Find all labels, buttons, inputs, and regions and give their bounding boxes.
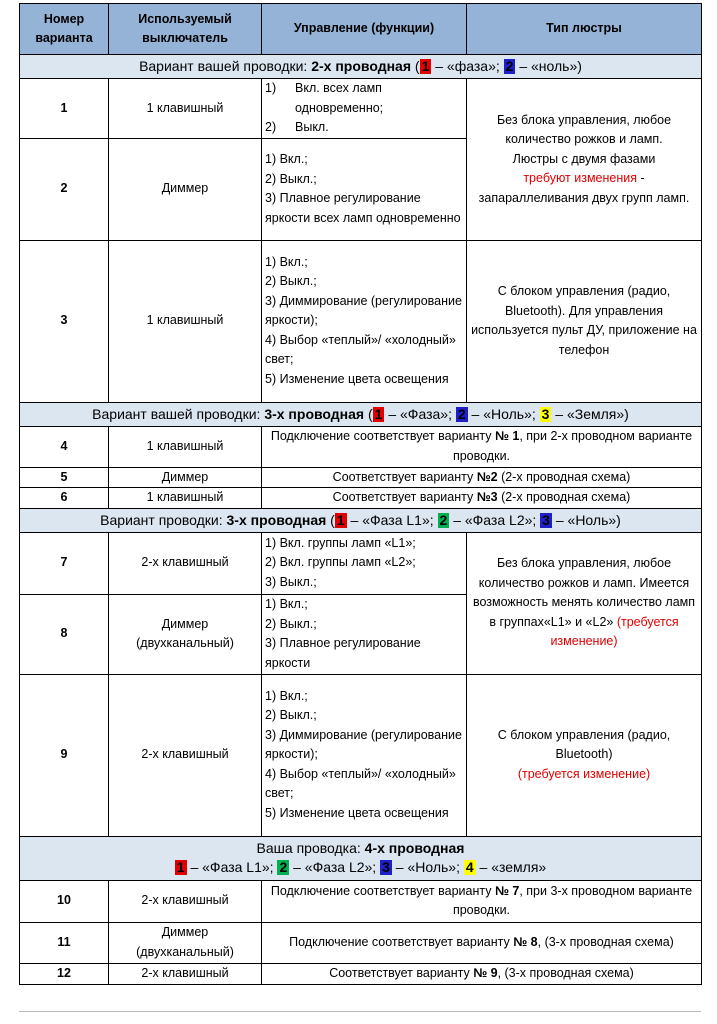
header-variant-number: Номер варианта: [20, 4, 109, 55]
switch-type: Диммер (двухканальный): [109, 922, 262, 963]
switch-type: Диммер: [109, 467, 262, 488]
chandelier-type-cell: Без блока управления, любое количество рожков и ламп. Люстры с двумя фазами требуют изменения - запараллеливания двух групп ламп.: [467, 79, 702, 241]
variant-number: 6: [20, 488, 109, 509]
header-chandelier-type: Тип люстры: [467, 4, 702, 55]
page-bottom-divider: [19, 1011, 701, 1012]
section-3-wire-title: Вариант вашей проводки: 3-х проводная ( 1 – «Фаза»; 2 – «Ноль»; 3 – «Земля»): [20, 402, 702, 426]
variant-number: 12: [20, 963, 109, 984]
variant-number: 7: [20, 532, 109, 594]
variant-number: 3: [20, 240, 109, 402]
table-row: [20, 467, 702, 488]
section-4-wire-title: Ваша проводка: 4-х проводная 1 – «Фаза L1»; 2 – «Фаза L2»; 3 – «Ноль»; 4 – «земля»: [20, 836, 702, 880]
description-cell: Подключение соответствует варианту № 8, (3-х проводная схема): [262, 922, 702, 963]
key-green-2: 2: [279, 859, 288, 875]
section-2-wire-title: Вариант вашей проводки: 2-х проводная ( 1 – «фаза»; 2 – «ноль»): [20, 55, 702, 79]
table-row: [20, 674, 702, 836]
switch-type: 1 клавишный: [109, 240, 262, 402]
variant-number: 4: [20, 426, 109, 467]
chandelier-type-cell: Без блока управления, любое количество рожков и ламп. Имеется возможность менять количество ламп в группах«L1» и «L2» (требуется изменение): [467, 532, 702, 674]
variant-number: 5: [20, 467, 109, 488]
key-red-1: 1: [336, 511, 345, 528]
functions-cell: 1) Вкл.; 2) Выкл.; 3) Плавное регулирование яркости: [262, 594, 467, 674]
switch-type: 1 клавишный: [109, 79, 262, 139]
chandelier-type-cell: С блоком управления (радио, Bluetooth) (требуется изменение): [467, 674, 702, 836]
table-row: [20, 240, 702, 402]
description-cell: Подключение соответствует варианту № 1, при 2-х проводном варианте проводки.: [262, 426, 702, 467]
switch-type: 1 клавишный: [109, 426, 262, 467]
switch-type: Диммер (двухканальный): [109, 594, 262, 674]
table-row: [20, 532, 702, 594]
switch-type: 2-х клавишный: [109, 963, 262, 984]
table-row: [20, 963, 702, 984]
key-green-2: 2: [439, 511, 448, 528]
table-row: [20, 79, 702, 139]
table-row: [20, 426, 702, 467]
section-3-wire-two-phase: [20, 508, 702, 532]
switch-type: 1 клавишный: [109, 488, 262, 509]
key-red-1: 1: [421, 58, 430, 74]
section-3-wire-two-phase-title: Вариант проводки: 3-х проводная ( 1 – «Фаза L1»; 2 – «Фаза L2»; 3 – «Ноль»): [20, 508, 702, 532]
key-yellow-3: 3: [541, 405, 550, 422]
wiring-variants-table: [19, 3, 702, 985]
section-3-wire: [20, 402, 702, 426]
description-cell: Соответствует варианту №3 (2-х проводная схема): [262, 488, 702, 509]
table-row: [20, 880, 702, 922]
header-switch: Используемый выключатель: [109, 4, 262, 55]
key-blue-2: 2: [505, 58, 514, 74]
variant-number: 1: [20, 79, 109, 139]
key-blue-2: 2: [457, 405, 466, 422]
switch-type: Диммер: [109, 138, 262, 240]
switch-type: 2-х клавишный: [109, 532, 262, 594]
key-blue-3: 3: [382, 859, 390, 875]
functions-cell: 1) Вкл.; 2) Выкл.; 3) Диммирование (регулирование яркости); 4) Выбор «теплый»/ «холодный» свет; 5) Изменение цвета освещения: [262, 674, 467, 836]
functions-cell: 1) Вкл. всех ламп одновременно; 2) Выкл.: [262, 79, 467, 139]
variant-number: 8: [20, 594, 109, 674]
key-yellow-4: 4: [465, 859, 474, 875]
functions-cell: 1) Вкл.; 2) Выкл.; 3) Диммирование (регулирование яркости); 4) Выбор «теплый»/ «холодный» свет; 5) Изменение цвета освещения: [262, 240, 467, 402]
variant-number: 2: [20, 138, 109, 240]
key-red-1: 1: [176, 859, 185, 875]
key-blue-3: 3: [542, 511, 550, 528]
chandelier-type-cell: С блоком управления (радио, Bluetooth). Для управления используется пульт ДУ, приложение на телефон: [467, 240, 702, 402]
key-red-1: 1: [374, 405, 383, 422]
switch-type: 2-х клавишный: [109, 880, 262, 922]
section-4-wire: [20, 836, 702, 880]
variant-number: 9: [20, 674, 109, 836]
description-cell: Соответствует варианту №2 (2-х проводная схема): [262, 467, 702, 488]
functions-cell: 1) Вкл.; 2) Выкл.; 3) Плавное регулирование яркости всех ламп одновременно: [262, 138, 467, 240]
variant-number: 11: [20, 922, 109, 963]
table-row: [20, 922, 702, 963]
section-2-wire: [20, 55, 702, 79]
description-cell: Соответствует варианту № 9, (3-х проводная схема): [262, 963, 702, 984]
variant-number: 10: [20, 880, 109, 922]
table-row: [20, 488, 702, 509]
switch-type: 2-х клавишный: [109, 674, 262, 836]
header-control: Управление (функции): [262, 4, 467, 55]
description-cell: Подключение соответствует варианту № 7, при 3-х проводном варианте проводки.: [262, 880, 702, 922]
header-row: [20, 4, 702, 55]
functions-cell: 1) Вкл. группы ламп «L1»; 2) Вкл. группы ламп «L2»; 3) Выкл.;: [262, 532, 467, 594]
